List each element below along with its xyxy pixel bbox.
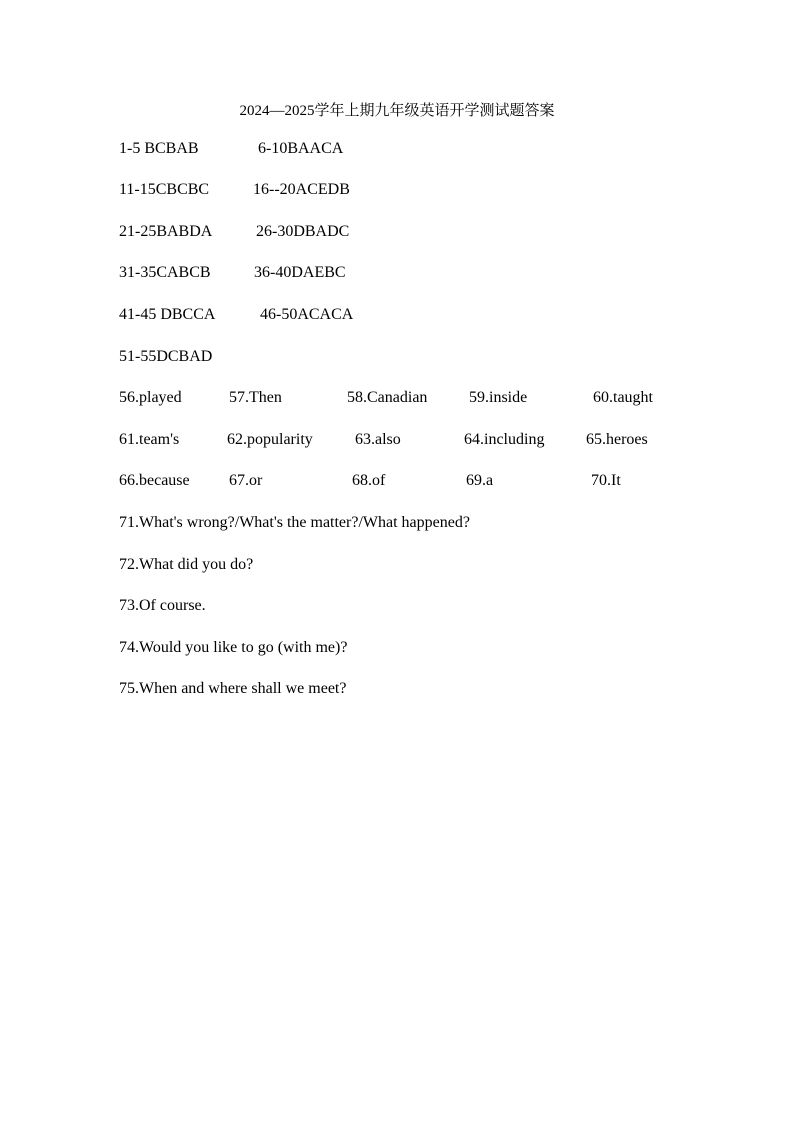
word-answer: 59.inside: [469, 389, 528, 406]
answer-group: 21-25BABDA: [119, 223, 213, 240]
answer-group: 16--20ACEDB: [253, 181, 350, 198]
page-title: 2024—2025学年上期九年级英语开学测试题答案: [239, 103, 555, 119]
word-answer: 58.Canadian: [347, 389, 428, 406]
answer-group: 6-10BAACA: [258, 140, 344, 157]
word-answer: 56.played: [119, 389, 182, 406]
word-answer: 65.heroes: [586, 431, 648, 448]
word-answer: 61.team's: [119, 431, 180, 448]
word-answer: 66.because: [119, 472, 190, 489]
sentence-answer-71: 71.What's wrong?/What's the matter?/What happened?: [119, 514, 470, 531]
word-answer: 62.popularity: [227, 431, 313, 448]
sentence-answer-73: 73.Of course.: [119, 597, 206, 614]
word-answer: 60.taught: [593, 389, 653, 406]
answer-group: 46-50ACACA: [260, 306, 354, 323]
word-answer: 64.including: [464, 431, 545, 448]
sentence-answer-74: 74.Would you like to go (with me)?: [119, 639, 348, 656]
word-answer: 63.also: [355, 431, 401, 448]
word-answer: 69.a: [466, 472, 494, 489]
answer-group: 31-35CABCB: [119, 264, 211, 281]
answer-group: 51-55DCBAD: [119, 348, 213, 365]
word-answer: 68.of: [352, 472, 386, 489]
answer-group: 36-40DAEBC: [254, 264, 346, 281]
word-answer: 57.Then: [229, 389, 282, 406]
word-answer: 67.or: [229, 472, 263, 489]
answer-group: 41-45 DBCCA: [119, 306, 216, 323]
answer-group: 26-30DBADC: [256, 223, 350, 240]
answer-group: 1-5 BCBAB: [119, 140, 199, 157]
answer-group: 11-15CBCBC: [119, 181, 210, 198]
word-answer: 70.It: [591, 472, 621, 489]
sentence-answer-75: 75.When and where shall we meet?: [119, 680, 347, 697]
sentence-answer-72: 72.What did you do?: [119, 556, 254, 573]
